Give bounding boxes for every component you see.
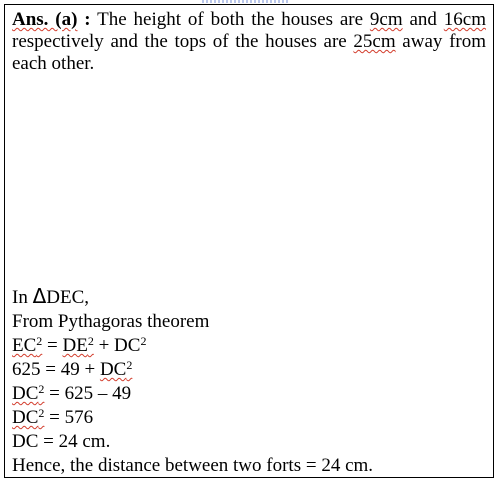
conclusion-line: Hence, the distance between two forts = 24 cm. bbox=[12, 455, 374, 476]
delta-symbol: Δ bbox=[32, 284, 47, 308]
equation-2: $625 = 49 + DC^2$ bbox=[12, 358, 133, 380]
equation-5: DC = 24 cm. bbox=[12, 431, 111, 452]
equation-4: $DC^2 = 576$ bbox=[12, 406, 94, 428]
height-2: 16cm bbox=[443, 9, 487, 30]
answer-label: Ans. (a) : bbox=[12, 9, 91, 30]
equation-3: $DC^2 = 625 - 49$ bbox=[12, 382, 132, 404]
spellcheck-mark bbox=[202, 0, 288, 3]
solution-steps bbox=[12, 284, 486, 478]
theorem-line: From Pythagoras theorem bbox=[12, 311, 210, 332]
distance-value: 25cm bbox=[353, 31, 396, 52]
triangle-line: In ΔDEC, bbox=[12, 284, 90, 308]
height-1: 9cm bbox=[369, 9, 403, 30]
answer-box bbox=[4, 4, 494, 478]
equation-1: $EC^2 = DE^2 + DC^2$ bbox=[12, 334, 147, 356]
answer-statement: Ans. (a) : The height of both the houses are 9cm and 16cm respectively and the tops of the houses are 25cm away from each other. bbox=[12, 9, 487, 74]
